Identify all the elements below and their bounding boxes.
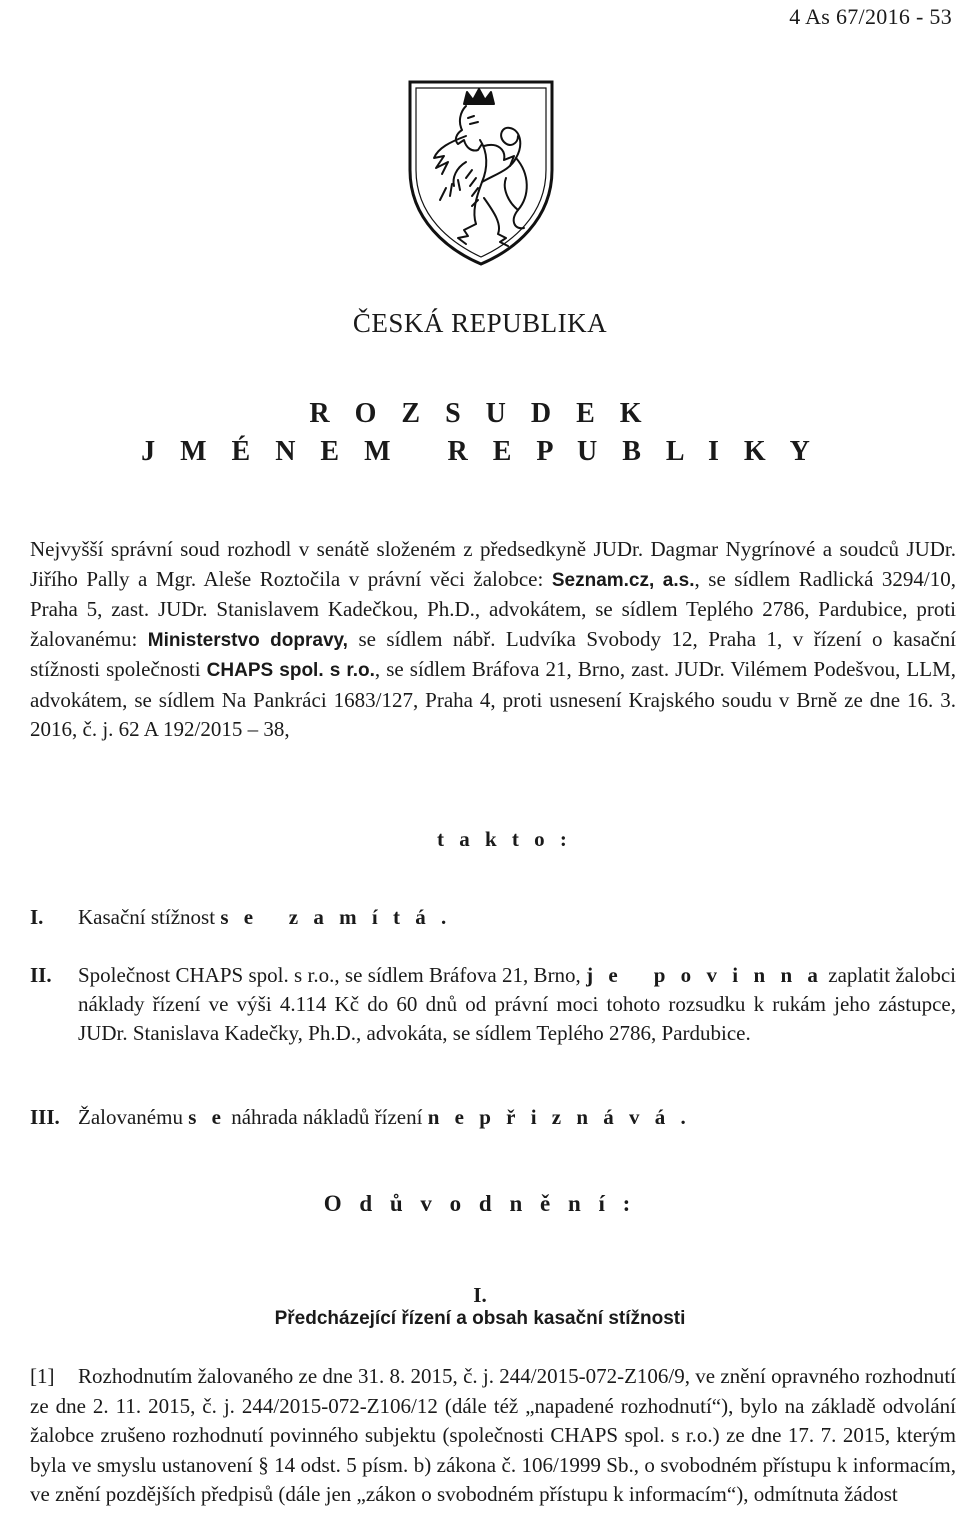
- verdict-text: [78, 903, 956, 932]
- verdict-emphasis: j e p o v i n n a: [586, 963, 823, 987]
- verdict-emphasis: n e p ř i z n á v á .: [427, 1105, 691, 1129]
- introduction-paragraph: [30, 535, 956, 745]
- file-reference: 4 As 67/2016 - 53: [789, 4, 952, 29]
- verdict-text: [78, 1103, 956, 1132]
- intro-text-2: , se sídlem Radlická 3294/10, Praha 5, zast. JUDr. Stanislavem Kadečkou, Ph.D., advokátem, se sídlem Teplého 2786, Pardubice, proti žalovanému:: [30, 566, 956, 651]
- judgment-subtitle: J M É N E M R E P U B L I K Y: [141, 436, 819, 467]
- paragraph-number: [1]: [30, 1364, 55, 1388]
- verdict-text-part: Kasační stížnost: [78, 905, 221, 929]
- section-title: Předcházející řízení a obsah kasační stížnosti: [274, 1308, 686, 1329]
- verdict-text: [78, 961, 956, 1048]
- verdict-number: III.: [30, 1105, 60, 1129]
- verdict-text-part: Společnost CHAPS spol. s r.o., se sídlem Bráfova 21, Brno,: [78, 963, 587, 987]
- complainant-name: CHAPS spol. s r.o.: [206, 660, 375, 681]
- verdict-text-part: náhrada nákladů řízení: [225, 1105, 428, 1129]
- country-name: ČESKÁ REPUBLIKA: [352, 308, 608, 338]
- reasoning-heading: O d ů v o d n ě n í :: [323, 1191, 637, 1216]
- verdict-emphasis: s e: [188, 1105, 226, 1129]
- defendant-name: Ministerstvo dopravy,: [147, 629, 348, 651]
- verdict-text-part: Žalovanému: [78, 1105, 189, 1129]
- verdict-emphasis: s e z a m í t á .: [220, 905, 452, 929]
- verdict-number: II.: [30, 963, 52, 987]
- czech-lion-coat-of-arms-icon: [406, 78, 556, 268]
- ruling-label: t a k t o :: [437, 827, 572, 851]
- section-number: I.: [473, 1283, 487, 1307]
- verdict-number: I.: [30, 905, 44, 929]
- intro-text-4: , se sídlem Bráfova 21, Brno, zast. JUDr. Vilémem Podešvou, LLM, advokátem, se sídlem Na Pankráci 1683/127, Praha 4, proti usnesení Krajského soudu v Brně ze dne 16. 3. 2016, č. j. 62 A 192/2015 – 38,: [30, 657, 956, 741]
- verdict-text-part: zaplatit žalobci náklady řízení ve výši 4.114 Kč do 60 dnů od právní moci tohoto rozsudku k rukám jeho zástupce, JUDr. Stanislava Kadečky, Ph.D., advokáta, se sídlem Teplého 2786, Pardubice.: [78, 963, 956, 1045]
- plaintiff-name: Seznam.cz, a.s.: [551, 569, 695, 591]
- paragraph-text: Rozhodnutím žalovaného ze dne 31. 8. 2015, č. j. 244/2015-072-Z106/9, ve znění opravného rozhodnutí ze dne 2. 11. 2015, č. j. 244/2015-072-Z106/12 (dále též „napadené rozhodnutí“), bylo na základě odvolání žalobce zrušeno rozhodnutí povinného subjektu (společnosti CHAPS spol. s r.o.) ze dne 17. 7. 2015, kterým byla ve smyslu ustanovení § 14 odst. 5 písm. b) zákona č. 106/1999 Sb., o svobodném přístupu k informacím, ve znění pozdějších předpisů (dále jen „zákon o svobodném přístupu k informacím“), odmítnuta žádost: [30, 1364, 956, 1506]
- intro-text-1: Nejvyšší správní soud rozhodl v senátě složeném z předsedkyně JUDr. Dagmar Nygrínové a soudců JUDr. Jiřího Pally a Mgr. Aleše Roztočila v právní věci žalobce:: [30, 537, 956, 591]
- judgment-title: R O Z S U D E K: [309, 398, 651, 429]
- intro-text-3: se sídlem nábř. Ludvíka Svobody 12, Praha 1, v řízení o kasační stížnosti společnosti: [30, 626, 956, 681]
- paragraph-1: [30, 1362, 956, 1510]
